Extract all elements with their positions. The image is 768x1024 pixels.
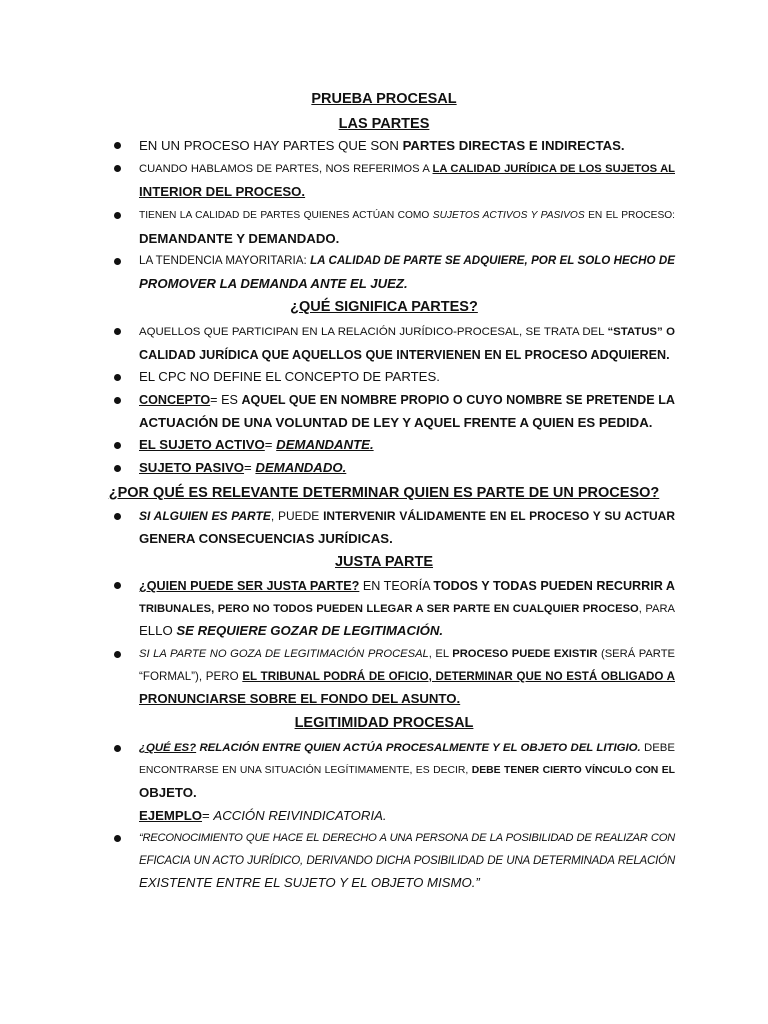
list-item: EN UN PROCESO HAY PARTES QUE SON PARTES DIRECTAS E INDIRECTAS. [139,138,625,153]
list-item: AQUELLOS QUE PARTICIPAN EN LA RELACIÓN JURÍDICO-PROCESAL, SE TRATA DEL “STATUS” O CALIDAD JURÍDICA QUE AQUELLOS QUE INTERVIENEN EN EL PROCESO ADQUIEREN. [139,326,675,362]
bullet-icon [114,397,121,404]
document-title: PRUEBA PROCESAL [311,91,457,107]
list-item: EL SUJETO ACTIVO= DEMANDANTE. [139,437,374,452]
list-item: SI LA PARTE NO GOZA DE LEGITIMACIÓN PROCESAL, EL PROCESO PUEDE EXISTIR (SERÁ PARTE “FORMAL”), PERO EL TRIBUNAL PODRÁ DE OFICIO, DETERMINAR QUE NO ESTÁ OBLIGADO A PRONUNCIARSE SOBRE EL FONDO DEL ASUNTO. [139,648,675,706]
bullet-icon [114,745,121,752]
bullet-icon [114,142,121,149]
heading-por-que-es-relevante: ¿POR QUÉ ES RELEVANTE DETERMINAR QUIEN ES PARTE DE UN PROCESO? [108,485,660,501]
list-item: ¿QUIEN PUEDE SER JUSTA PARTE? EN TEORÍA TODOS Y TODAS PUEDEN RECURRIR A TRIBUNALES, PERO NO TODOS PUEDEN LLEGAR A SER PARTE EN CUALQUIER PROCESO, PARA ELLO SE REQUIERE GOZAR DE LEGITIMACIÓN. [139,579,675,638]
bullet-icon [114,835,121,842]
bullet-icon [114,465,121,472]
bullet-icon [114,582,121,589]
list-item: ¿QUÉ ES? RELACIÓN ENTRE QUIEN ACTÚA PROCESALMENTE Y EL OBJETO DEL LITIGIO. DEBE ENCONTRARSE EN UNA SITUACIÓN LEGÍTIMAMENTE, ES DECIR, DEBE TENER CIERTO VÍNCULO CON EL OBJETO. EJEMPLO= ACCIÓN REIVINDICATORIA. [139,742,676,823]
list-item: SI ALGUIEN ES PARTE, PUEDE INTERVENIR VÁLIDAMENTE EN EL PROCESO Y SU ACTUAR GENERA CONSECUENCIAS JURÍDICAS. [139,509,675,546]
list-item: “RECONOCIMIENTO QUE HACE EL DERECHO A UNA PERSONA DE LA POSIBILIDAD DE REALIZAR CON EFICACIA UN ACTO JURÍDICO, DERIVANDO DICHA POSIBILIDAD DE UNA DETERMINADA RELACIÓN EXISTENTE ENTRE EL SUJETO Y EL OBJETO MISMO.” [139,832,675,890]
list-item: CONCEPTO= ES AQUEL QUE EN NOMBRE PROPIO O CUYO NOMBRE SE PRETENDE LA ACTUACIÓN DE UNA VOLUNTAD DE LEY Y AQUEL FRENTE A QUIEN ES PEDIDA. [139,393,676,430]
bullet-icon [114,651,121,658]
bullet-icon [114,212,121,219]
list-item: EL CPC NO DEFINE EL CONCEPTO DE PARTES. [139,369,440,384]
bullet-icon [114,513,121,520]
heading-que-significa-partes: ¿QUÉ SIGNIFICA PARTES? [290,299,478,315]
heading-legitimidad-procesal: LEGITIMIDAD PROCESAL [294,715,474,731]
heading-justa-parte: JUSTA PARTE [334,554,434,570]
heading-las-partes: LAS PARTES [338,116,430,132]
bullet-icon [114,374,121,381]
bullet-icon [114,328,121,335]
list-item: LA TENDENCIA MAYORITARIA: LA CALIDAD DE PARTE SE ADQUIERE, POR EL SOLO HECHO DE PROMOVER LA DEMANDA ANTE EL JUEZ. [139,254,675,291]
list-item: TIENEN LA CALIDAD DE PARTES QUIENES ACTÚAN COMO SUJETOS ACTIVOS Y PASIVOS EN EL PROCESO: DEMANDANTE Y DEMANDADO. [139,210,675,246]
bullet-icon [114,442,121,449]
bullet-icon [114,258,121,265]
list-item: SUJETO PASIVO= DEMANDADO. [139,460,347,475]
list-item: CUANDO HABLAMOS DE PARTES, NOS REFERIMOS A LA CALIDAD JURÍDICA DE LOS SUJETOS AL INTERIOR DEL PROCESO. [139,163,675,199]
bullet-icon [114,165,121,172]
